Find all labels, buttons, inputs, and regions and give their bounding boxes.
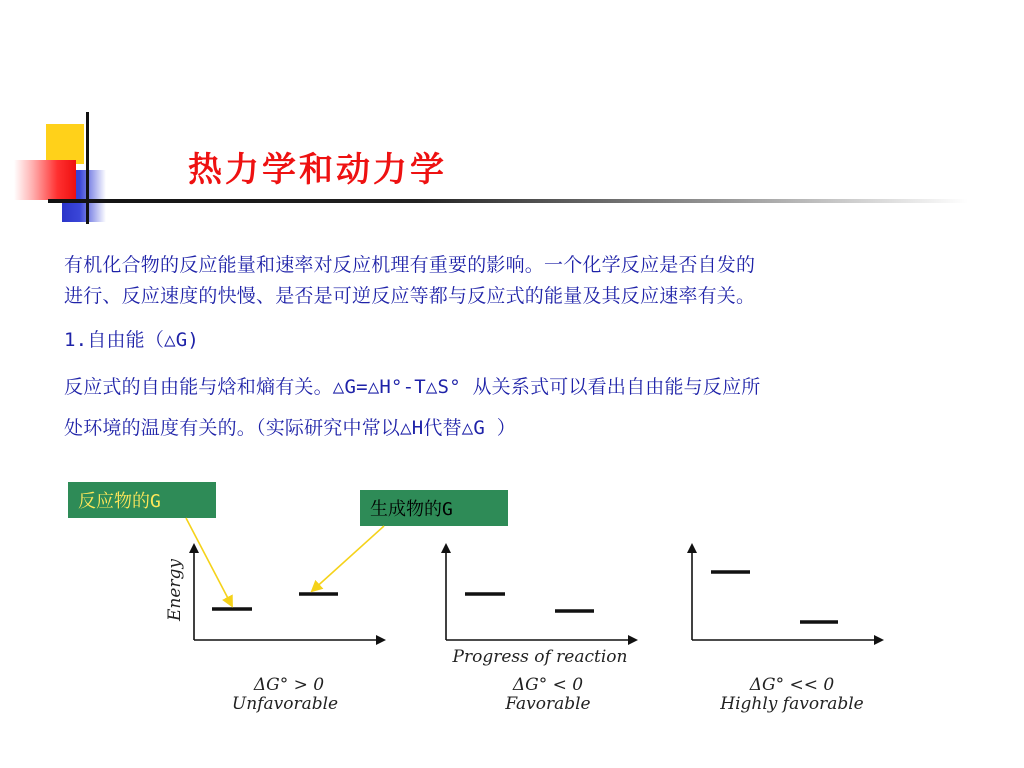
progress-axis-label: Progress of reaction — [452, 647, 628, 667]
panel-highly-favorable — [692, 545, 882, 714]
panel-favorable — [446, 545, 636, 714]
section-heading-free-energy: 1.自由能（△G) — [64, 329, 199, 351]
panel3-label: Highly favorable — [720, 694, 864, 714]
panel2-label: Favorable — [505, 694, 591, 714]
panel2-condition: ΔG° < 0 — [512, 675, 584, 695]
paragraph2-line1: 反应式的自由能与焓和熵有关。△G=△H°-T△S° 从关系式可以看出自由能与反应所 — [64, 376, 761, 398]
callout-product-g: 生成物的G — [360, 490, 508, 526]
reactant-callout-arrow — [186, 518, 232, 606]
paragraph1-line1: 有机化合物的反应能量和速率对反应机理有重要的影响。一个化学反应是否自发的 — [64, 254, 756, 276]
panel-unfavorable — [165, 545, 384, 714]
paragraph1-line2: 进行、反应速度的快慢、是否是可逆反应等都与反应式的能量及其反应速率有关。 — [64, 285, 756, 307]
product-callout-arrow — [312, 526, 384, 591]
panel1-label: Unfavorable — [231, 694, 339, 714]
panel3-condition: ΔG° << 0 — [749, 675, 835, 695]
panel1-condition: ΔG° > 0 — [253, 675, 325, 695]
callout-reactant-g: 反应物的G — [68, 482, 216, 518]
paragraph2-line2: 处环境的温度有关的。（实际研究中常以△H代替△G ） — [64, 417, 516, 439]
energy-axis-label: Energy — [165, 558, 185, 622]
slide-title: 热力学和动力学 — [188, 150, 447, 190]
